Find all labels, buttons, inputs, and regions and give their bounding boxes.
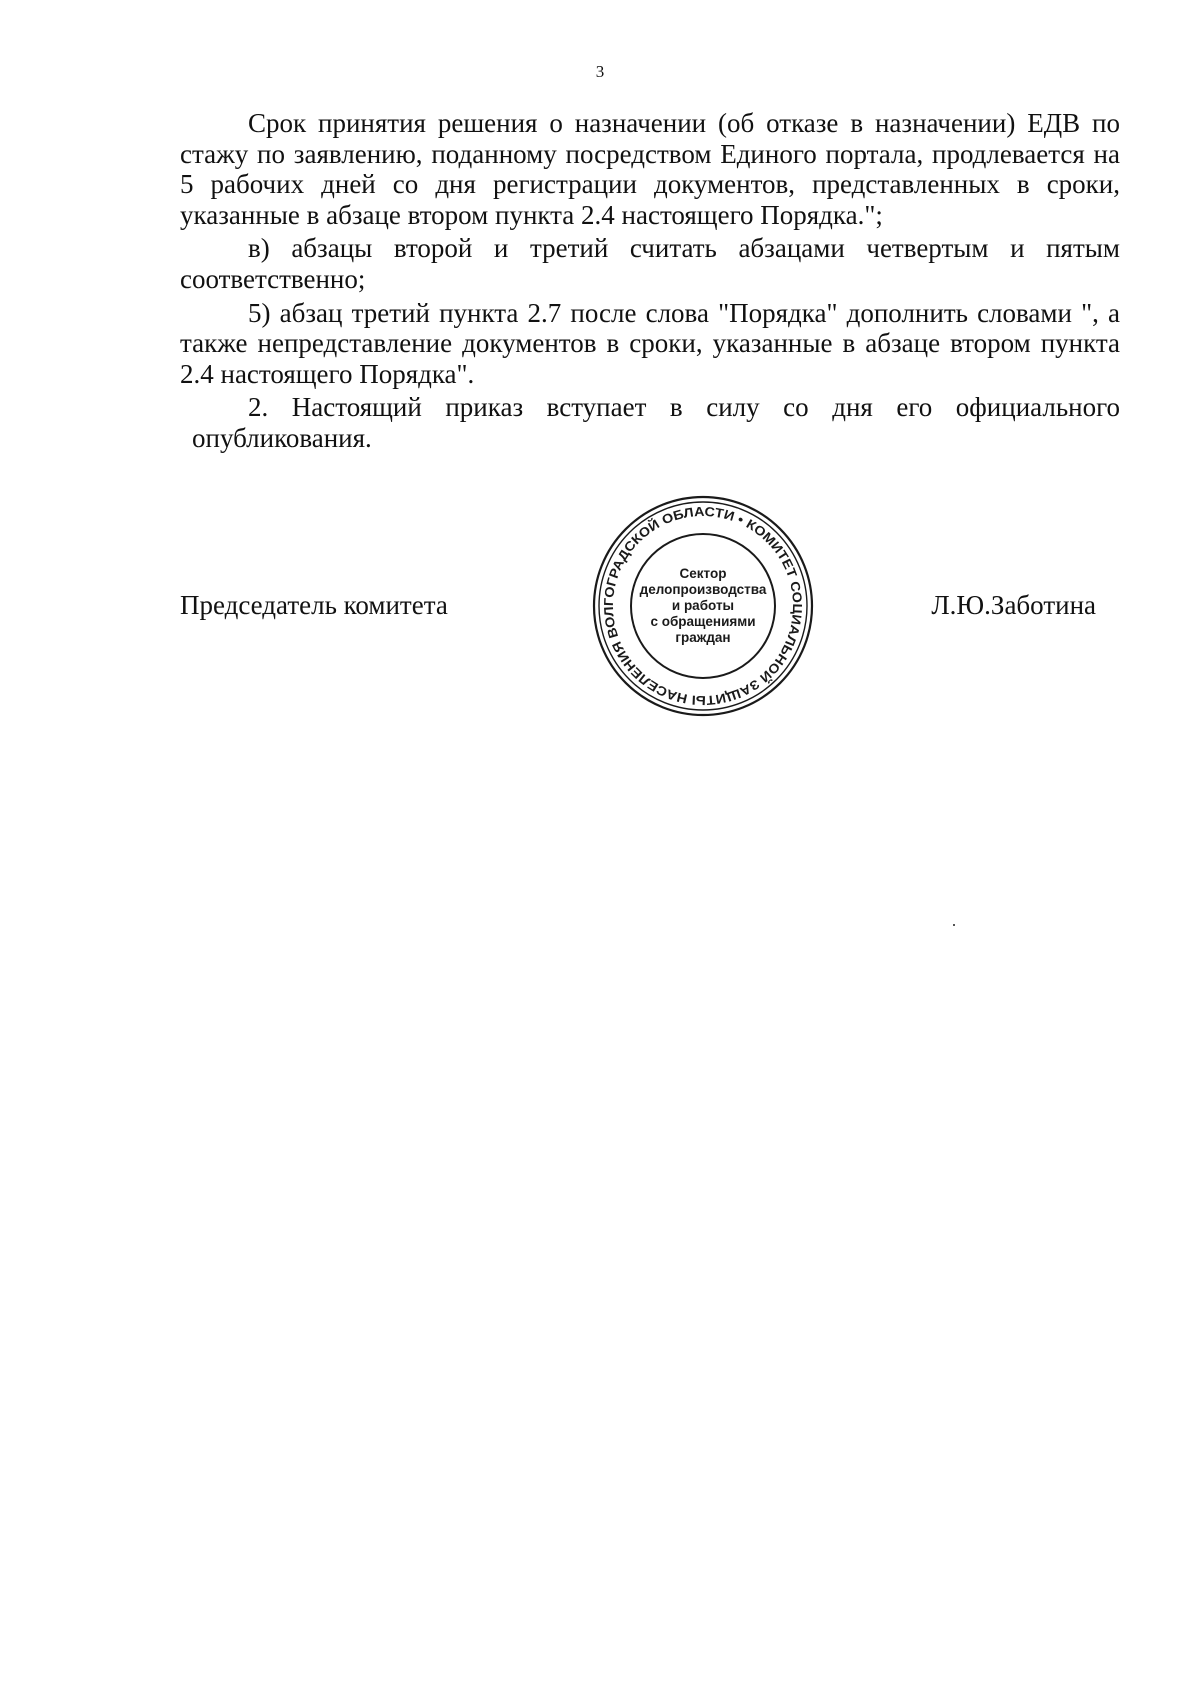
stamp-line: делопроизводства xyxy=(639,582,767,597)
official-stamp xyxy=(589,492,817,720)
stamp-line: и работы xyxy=(671,598,735,613)
paragraph-effective-date: 2. Настоящий приказ вступает в силу со дня его официального опубликования. xyxy=(192,392,1120,453)
stamp-line: граждан xyxy=(675,630,731,645)
document-body xyxy=(180,108,1120,457)
page-number: 3 xyxy=(595,62,605,81)
stamp-center-text xyxy=(639,550,767,662)
stamp-line: с обращениями xyxy=(650,614,756,629)
paragraph-item-5: 5) абзац третий пункта 2.7 после слова "Порядка" дополнить словами ", а также непредставление документов в сроки, указанные в абзаце втором пункта 2.4 настоящего Порядка". xyxy=(180,297,1120,389)
stamp-ring-text: КОМИТЕТ СОЦИАЛЬНОЙ ЗАЩИТЫ НАСЕЛЕНИЯ ВОЛГОГРАДСКОЙ ОБЛАСТИ • xyxy=(600,503,806,709)
paragraph-subitem-v: в) абзацы второй и третий считать абзацами четвертым и пятым соответственно; xyxy=(180,233,1120,294)
stamp-line: Сектор xyxy=(679,566,727,581)
paragraph-decision-term: Срок принятия решения о назначении (об отказе в назначении) ЕДВ по стажу по заявлению, поданному посредством Единого портала, продлевается на 5 рабочих дней со дня регистрации документов, представленных в сроки, указанные в абзаце втором пункта 2.4 настоящего Порядка."; xyxy=(180,108,1120,230)
signature-role: Председатель комитета xyxy=(180,590,448,620)
signature-name: Л.Ю.Заботина xyxy=(931,590,1096,620)
scan-speck xyxy=(953,924,955,926)
